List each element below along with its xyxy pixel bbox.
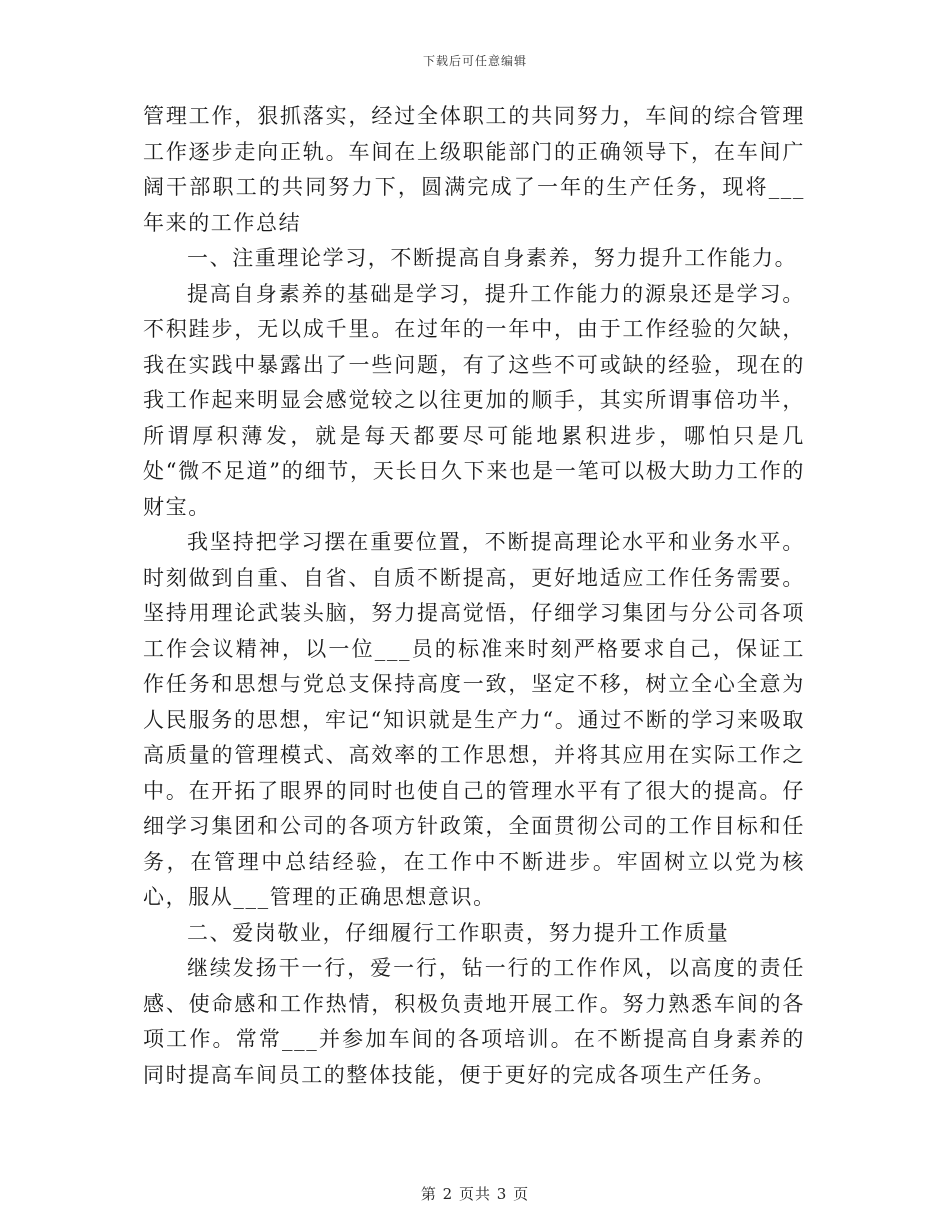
document-body: [143, 99, 805, 1093]
page-header: 下载后可任意编辑: [422, 54, 527, 68]
paragraph-intro: 管理工作，狠抓落实，经过全体职工的共同努力，车间的综合管理工作逐步走向正轨。车间在上级职能部门的正确领导下，在车间广阔干部职工的共同努力下，圆满完成了一年的生产任务，现将___年来的工作总结: [143, 104, 805, 235]
page-number-footer: 第 2 页共 3 页: [420, 1185, 530, 1203]
section-heading-2: 二、爱岗敬业，仔细履行工作职责，努力提升工作质量: [187, 920, 730, 945]
paragraph-work-style: 继续发扬干一行，爱一行，钻一行的工作作风，以高度的责任感、使命感和工作热情，积极负责地开展工作。努力熟悉车间的各项工作。常常___并参加车间的各项培训。在不断提高自身素养的同时提高车间员工的整体技能，便于更好的完成各项生产任务。: [143, 956, 805, 1087]
section-heading-1: 一、注重理论学习，不断提高自身素养，努力提升工作能力。: [187, 246, 798, 270]
paragraph-study-foundation: 提高自身素养的基础是学习，提升工作能力的源泉还是学习。不积跬步，无以成千里。在过年的一年中，由于工作经验的欠缺，我在实践中暴露出了一些问题，有了这些不可或缺的经验，现在的我工作起来明显会感觉较之以往更加的顺手，其实所谓事倍功半，所谓厚积薄发，就是每天都要尽可能地累积进步，哪怕只是几处“微不足道”的细节，天长日久下来也是一笔可以极大助力工作的财宝。: [143, 281, 805, 519]
paragraph-study-priority: 我坚持把学习摆在重要位置，不断提高理论水平和业务水平。时刻做到自重、自省、自质不断提高，更好地适应工作任务需要。坚持用理论武装头脑，努力提高觉悟，仔细学习集团与分公司各项工作会议精神，以一位___员的标准来时刻严格要求自己，保证工作任务和思想与党总支保持高度一致，坚定不移，树立全心全意为人民服务的思想，牢记“知识就是生产力“。通过不断的学习来吸取高质量的管理模式、高效率的工作思想，并将其应用在实际工作之中。在开拓了眼界的同时也使自己的管理水平有了很大的提高。仔细学习集团和公司的各项方针政策，全面贯彻公司的工作目标和任务，在管理中总结经验，在工作中不断进步。牢固树立以党为核心，服从___管理的正确思想意识。: [143, 530, 805, 909]
